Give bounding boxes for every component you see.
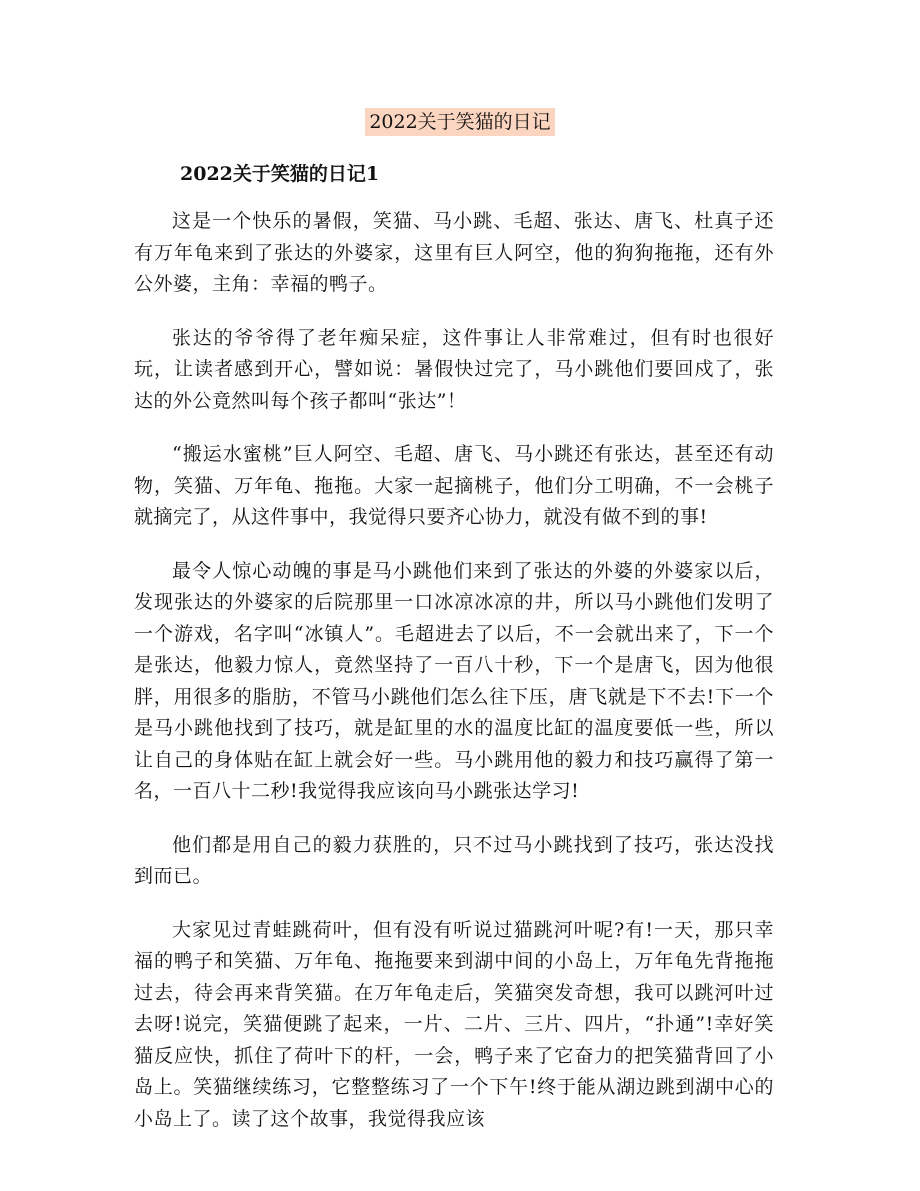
- paragraph-4: 最令人惊心动魄的事是马小跳他们来到了张达的外婆的外婆家以后，发现张达的外婆家的后院那里一口冰凉冰凉的井，所以马小跳他们发明了一个游戏，名字叫“冰镇人”。毛超进去了以后，不一会就出来了，下一个是张达，他毅力惊人，竟然坚持了一百八十秒，下一个是唐飞，因为他很胖，用很多的脂肪，不管马小跳他们怎么往下压，唐飞就是下不去!下一个是马小跳他找到了技巧，就是缸里的水的温度比缸的温度要低一些，所以让自己的身体贴在缸上就会好一些。马小跳用他的毅力和技巧赢得了第一名，一百八十二秒!我觉得我应该向马小跳张达学习!: [134, 559, 774, 802]
- paragraph-2: 张达的爷爷得了老年痴呆症，这件事让人非常难过，但有时也很好玩，让读者感到开心，譬如说：暑假快过完了，马小跳他们要回戍了，张达的外公竟然叫每个孩子都叫“张达”！: [134, 326, 774, 412]
- section-heading: 2022关于笑猫的日记1: [180, 163, 380, 185]
- paragraph-6: 大家见过青蛙跳荷叶，但有没有听说过猫跳河叶呢?有!一天，那只幸福的鸭子和笑猫、万年龟、拖拖要来到湖中间的小岛上，万年龟先背拖拖过去，待会再来背笑猫。在万年龟走后，笑猫突发奇想，我可以跳河叶过去呀!说完，笑猫便跳了起来，一片、二片、三片、四片，“扑通”!幸好笑猫反应快，抓住了荷叶下的杆，一会，鸭子来了它奋力的把笑猫背回了小岛上。笑猫继续练习，它整整练习了一个下午!终于能从湖边跳到湖中心的小岛上了。读了这个故事，我觉得我应该: [134, 918, 774, 1130]
- title-wrapper: [0, 108, 920, 136]
- paragraph-1: 这是一个快乐的暑假，笑猫、马小跳、毛超、张达、唐飞、杜真子还有万年龟来到了张达的外婆家，这里有巨人阿空，他的狗狗拖拖，还有外公外婆，主角：幸福的鸭子。: [134, 210, 774, 295]
- document-title: 2022关于笑猫的日记: [365, 108, 554, 136]
- paragraph-3: “搬运水蜜桃”巨人阿空、毛超、唐飞、马小跳还有张达，甚至还有动物，笑猫、万年龟、拖拖。大家一起摘桃子，他们分工明确，不一会桃子就摘完了，从这件事中，我觉得只要齐心协力，就没有做不到的事!: [134, 443, 774, 528]
- body-text: [134, 206, 774, 1157]
- paragraph-5: 他们都是用自己的毅力获胜的，只不过马小跳找到了技巧，张达没找到而已。: [134, 833, 774, 887]
